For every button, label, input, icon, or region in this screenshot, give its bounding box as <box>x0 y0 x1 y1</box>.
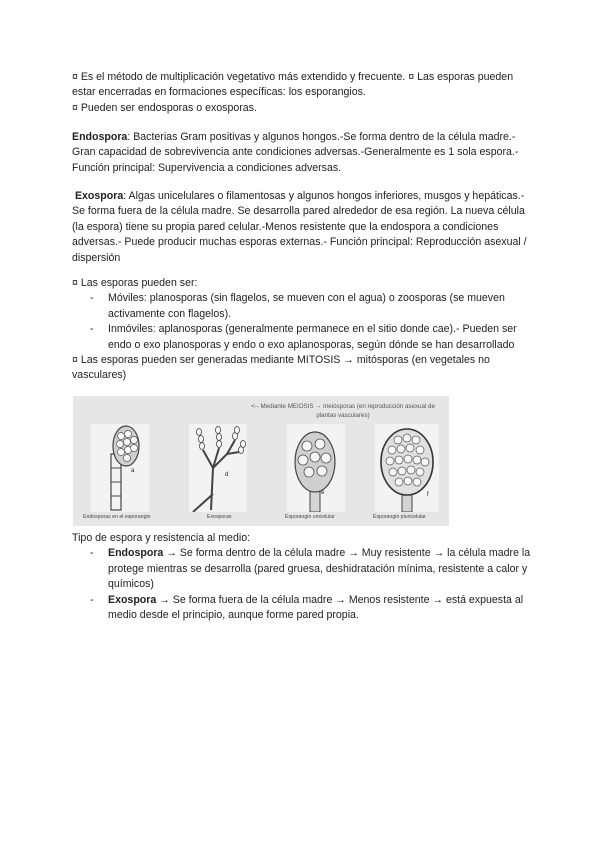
exospora-paragraph <box>72 189 534 266</box>
list-item: - Móviles: planosporas (sin flagelos, se mueven con el agua) o zoosporas (se mueven activamente con flagelos). <box>72 291 534 322</box>
resistencia-text: → Se forma dentro de la célula madre → Muy resistente → la célula madre la protege mientras se desarrolla (pared gruesa, deshidratación mínima, resistente a calor y químicos) <box>108 547 531 591</box>
exospora-term: Exospora <box>74 190 124 202</box>
panel-letter: f <box>427 492 429 498</box>
figure-panel-e <box>287 424 345 512</box>
endospora-section <box>72 130 534 176</box>
list-item <box>72 593 534 624</box>
resistencia-heading: Tipo de espora y resistencia al medio: <box>72 532 251 544</box>
figure-panel-a <box>91 424 149 512</box>
endospore-drawing <box>91 424 149 512</box>
figure-header: <-- Mediante MEIOSIS → meiósporas (en reproducción asexual de plantas vasculares) <box>251 403 435 419</box>
intro-endo-exo-line: ¤ Pueden ser endosporas o exosporas. <box>72 101 257 114</box>
figure-panel-f <box>375 424 439 512</box>
exospora-text: : Algas unicelulares o filamentosas y algunos hongos inferiores, musgos y hepáticas.-Se forma fuera de la célula madre. Se desarrolla pared alrededor de esa región. La nueva célula (la espora) tiene su propia pared celular.-Menos resistente que la endospora a condiciones adversas.- Puede producir muchas esporas externas.- Función principal: Reproducción asexual / dispersión <box>72 190 527 264</box>
resistencia-term: Exospora <box>108 593 157 606</box>
panel-letter: e <box>321 490 325 496</box>
resistencia-section <box>72 531 534 623</box>
endospora-text: : Bacterias Gram positivas y algunos hongos.-Se forma dentro de la célula madre.-Gran capacidad de sobrevivencia ante condiciones adversas.-Generalmente es 1 sola espora.- Función principal: Supervivencia a condiciones adversas. <box>72 131 519 174</box>
endospora-paragraph <box>72 130 534 176</box>
list-item: - Inmóviles: aplanosporas (generalmente permanece en el sitio donde cae).- Pueden ser endo o exo planosporas y endo o exo aplanosporas, según dónde se han desarrollado <box>72 322 534 353</box>
figure-label: Endosporas en el esporangio <box>83 514 151 520</box>
figure-panel-d <box>189 424 247 512</box>
panel-letter: d <box>225 472 229 478</box>
panel-letter: a <box>131 468 135 474</box>
intro-section <box>72 70 534 116</box>
tipos-section <box>72 276 534 384</box>
tipos-list <box>72 291 534 353</box>
resistencia-text: → Se forma fuera de la célula madre → Menos resistente → está expuesta al medio desde el principio, aunque forme pared propia. <box>108 593 524 622</box>
figure-label: Exosporas <box>207 514 232 520</box>
spore-figure <box>73 396 449 526</box>
figure-label: Esporangio unicelular <box>285 514 335 520</box>
pluricellular-sporangium-drawing <box>375 424 439 512</box>
list-item <box>72 546 534 592</box>
resistencia-list <box>72 546 534 623</box>
unicellular-sporangium-drawing <box>287 424 345 512</box>
exospora-section <box>72 189 534 266</box>
resistencia-term: Endospora <box>108 547 164 560</box>
endospora-term: Endospora <box>72 131 128 143</box>
mitosis-line: ¤ Las esporas pueden ser generadas mediante MITOSIS → mitósporas (en vegetales no vasculares) <box>72 354 490 382</box>
figure-label: Esporangio pluricelular <box>373 514 426 520</box>
tipos-heading: ¤ Las esporas pueden ser: <box>72 277 198 289</box>
exospore-drawing <box>189 424 247 512</box>
intro-paragraph: ¤ Es el método de multiplicación vegetativo más extendido y frecuente. ¤ Las esporas pueden estar encerradas en formaciones específicas: los esporangios. <box>72 71 514 99</box>
